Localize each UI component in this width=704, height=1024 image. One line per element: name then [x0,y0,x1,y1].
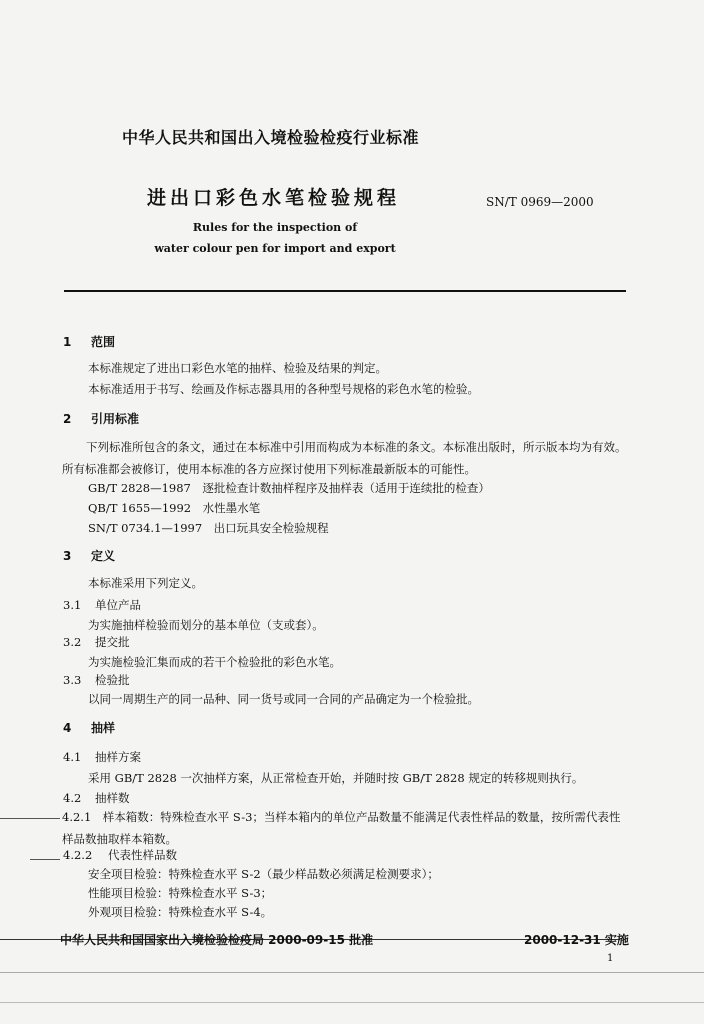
section-1-heading: 1 范围 [63,335,116,349]
header-divider [64,290,626,292]
subsection-3-2-heading: 3.2 提交批 [63,635,130,649]
scan-artifact-line [0,972,704,973]
section-4-heading: 4 抽样 [63,721,116,735]
english-title-line-1: Rules for the inspection of [192,221,358,234]
subsection-3-1-heading: 3.1 单位产品 [63,598,141,612]
sample-item: 性能项目检验：特殊检查水平 S-3； [88,886,273,900]
english-title-line-2: water colour pen for import and export [154,242,396,255]
subsection-3-1-para: 为实施抽样检验而划分的基本单位（支或套）。 [88,618,324,632]
sample-item: 安全项目检验：特殊检查水平 S-2（最少样品数必须满足检测要求）； [88,867,439,881]
section-2-para: 下列标准所包含的条文，通过在本标准中引用而构成为本标准的条文。本标准出版时，所示版本均为有效。所有标准都会被修订，使用本标准的各方应探讨使用下列标准最新版本的可能性。 [62,440,627,476]
implementation-date: 2000-12-31 实施 [524,933,629,947]
scan-artifact-line [0,1002,704,1003]
standard-code: SN/T 0969—2000 [486,195,594,209]
section-3-para: 本标准采用下列定义。 [88,576,203,590]
section-3-heading: 3 定义 [63,549,116,563]
scan-artifact-line [30,859,60,860]
section-1-para-1: 本标准规定了进出口彩色水笔的抽样、检验及结果的判定。 [88,361,387,375]
document-title: 进出口彩色水笔检验规程 [147,187,401,209]
section-2-heading: 2 引用标准 [63,412,140,426]
subsection-3-2-para: 为实施检验汇集而成的若干个检验批的彩色水笔。 [88,655,341,669]
sample-item: 外观项目检验：特殊检查水平 S-4。 [88,905,273,919]
subsection-4-2-heading: 4.2 抽样数 [63,791,130,805]
subsection-4-2-1-para: 4.2.1 样本箱数：特殊检查水平 S-3；当样本箱内的单位产品数量不能满足代表性样品的数量，按所需代表性样品数抽取样本箱数。 [62,810,621,846]
reference-item: GB/T 2828—1987 逐批检查计数抽样程序及抽样表（适用于连续批的检查） [88,481,490,495]
reference-item: QB/T 1655—1992 水性墨水笔 [88,501,261,515]
subsection-4-1-heading: 4.1 抽样方案 [63,750,141,764]
subsection-4-1-para: 采用 GB/T 2828 一次抽样方案，从正常检查开始，并随时按 GB/T 2828 规定的转移规则执行。 [88,771,584,785]
scan-artifact-line [0,818,60,819]
reference-item: SN/T 0734.1—1997 出口玩具安全检验规程 [88,521,329,535]
subsection-4-2-2-heading: 4.2.2 代表性样品数 [63,848,177,862]
section-1-para-2: 本标准适用于书写、绘画及作标志器具用的各种型号规格的彩色水笔的检验。 [88,382,479,396]
approval-date: 中华人民共和国国家出入境检验检疫局 2000-09-15 批准 [60,933,374,947]
subsection-3-3-para: 以同一周期生产的同一品种、同一货号或同一合同的产品确定为一个检验批。 [88,692,479,706]
subsection-3-3-heading: 3.3 检验批 [63,673,130,687]
page-number: 1 [607,953,614,964]
issuing-org-header: 中华人民共和国出入境检验检疫行业标准 [122,128,420,147]
